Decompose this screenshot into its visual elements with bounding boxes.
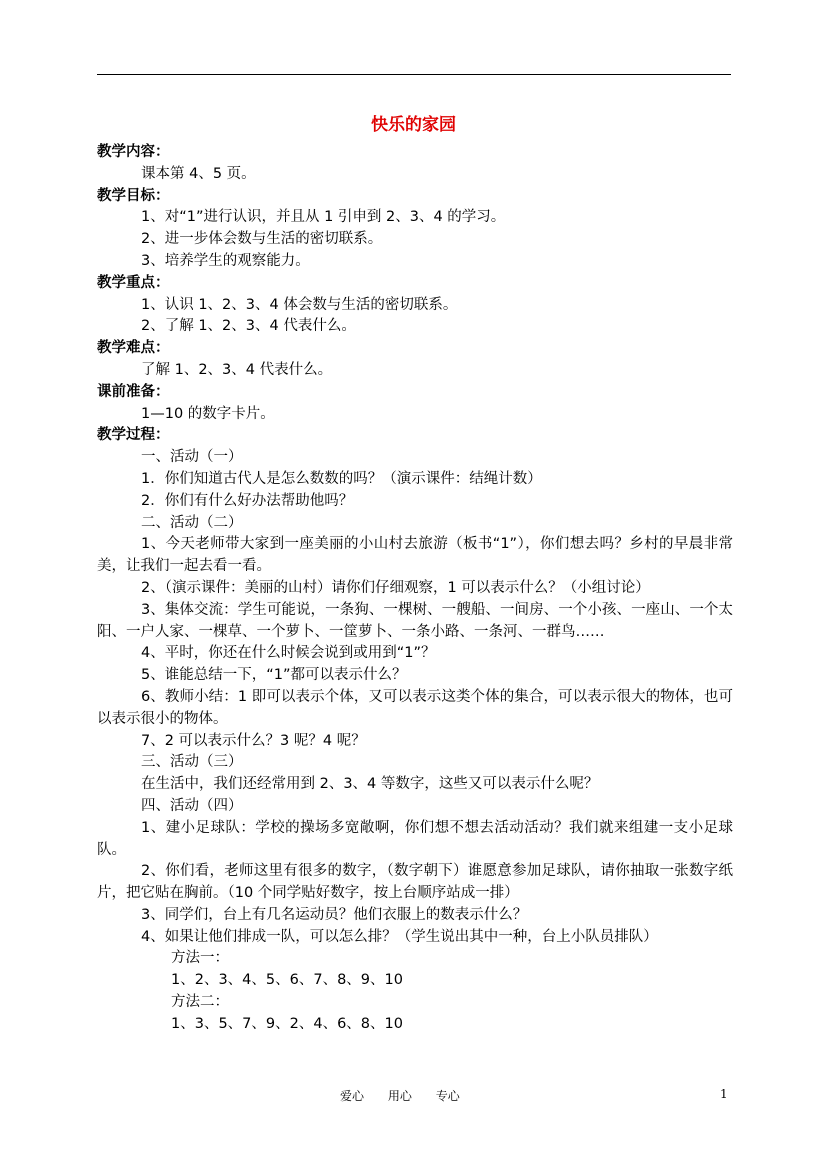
goal-line: 1、对“1”进行认识，并且从 1 引申到 2、3、4 的学习。	[141, 209, 506, 226]
content-line: 课本第 4、5 页。	[141, 165, 256, 182]
process-line: 二、活动（二）	[141, 514, 243, 531]
section-heading-key-points: 教学重点：	[97, 274, 170, 291]
section-heading-content: 教学内容：	[97, 144, 170, 160]
process-line: 4、如果让他们排成一队，可以怎么排？（学生说出其中一种，台上小队员排队）	[141, 928, 658, 945]
method-label: 方法二：	[171, 994, 229, 1011]
section-heading-goals: 教学目标：	[97, 187, 170, 204]
process-line: 5、谁能总结一下，“1”都可以表示什么？	[141, 667, 407, 684]
difficulty-line: 了解 1、2、3、4 代表什么。	[141, 361, 333, 378]
footer-motto	[340, 1087, 480, 1104]
header-rule	[97, 74, 731, 75]
process-line: 在生活中，我们还经常用到 2、3、4 等数字，这些又可以表示什么呢？	[141, 776, 599, 793]
section-heading-process: 教学过程：	[97, 427, 170, 444]
process-line: 1、建小足球队：学校的操场多宽敞啊，你们想不想去活动活动？我们就来组建一支小足球队。	[97, 819, 733, 858]
document-title: 快乐的家园	[371, 115, 456, 135]
process-line: 7、2 可以表示什么？3 呢？4 呢？	[141, 732, 366, 749]
process-line: 2．你们有什么好办法帮助他吗？	[141, 492, 354, 509]
process-line: 三、活动（三）	[141, 754, 243, 771]
method-sequence: 1、3、5、7、9、2、4、6、8、10	[171, 1015, 403, 1032]
process-line: 6、教师小结：1 即可以表示个体，又可以表示这类个体的集合，可以表示很大的物体，也可以表示很小的物体。	[97, 688, 733, 727]
key-point-line: 2、了解 1、2、3、4 代表什么。	[141, 318, 356, 335]
process-line: 3、集体交流：学生可能说，一条狗、一棵树、一艘船、一间房、一个小孩、一座山、一个太阳、一户人家、一棵草、一个萝卜、一筐萝卜、一条小路、一条河、一群鸟……	[97, 601, 733, 640]
goal-line: 3、培养学生的观察能力。	[141, 252, 310, 269]
process-line: 一、活动（一）	[141, 449, 243, 466]
method-sequence: 1、2、3、4、5、6、7、8、9、10	[171, 972, 403, 989]
preparation-line: 1—10 的数字卡片。	[141, 405, 275, 422]
document-body	[97, 142, 733, 1036]
process-line: 2、（演示课件：美丽的山村）请你们仔细观察，1 可以表示什么？（小组讨论）	[141, 579, 650, 596]
footer-item: 爱心	[340, 1089, 365, 1103]
section-heading-preparation: 课前准备：	[97, 383, 170, 400]
goal-line: 2、进一步体会数与生活的密切联系。	[141, 231, 383, 248]
method-label: 方法一：	[171, 950, 229, 967]
section-heading-difficulties: 教学难点：	[97, 340, 170, 357]
process-line: 1、今天老师带大家到一座美丽的小山村去旅游（板书“1”），你们想去吗？乡村的早晨非常美，让我们一起去看一看。	[97, 536, 733, 575]
key-point-line: 1、认识 1、2、3、4 体会数与生活的密切联系。	[141, 296, 458, 313]
page-number: 1	[720, 1087, 728, 1101]
footer-item: 专心	[435, 1089, 460, 1103]
process-line: 3、同学们，台上有几名运动员？他们衣服上的数表示什么？	[141, 906, 528, 923]
footer-item: 用心	[387, 1089, 412, 1103]
process-line: 2、你们看，老师这里有很多的数字，（数字朝下）谁愿意参加足球队，请你抽取一张数字纸片，把它贴在胸前。（10 个同学贴好数字，按上台顺序站成一排）	[97, 863, 733, 902]
process-line: 4、平时，你还在什么时候会说到或用到“1”？	[141, 645, 436, 662]
process-line: 1．你们知道古代人是怎么数数的吗？（演示课件：结绳计数）	[141, 470, 542, 487]
process-line: 四、活动（四）	[141, 797, 243, 814]
